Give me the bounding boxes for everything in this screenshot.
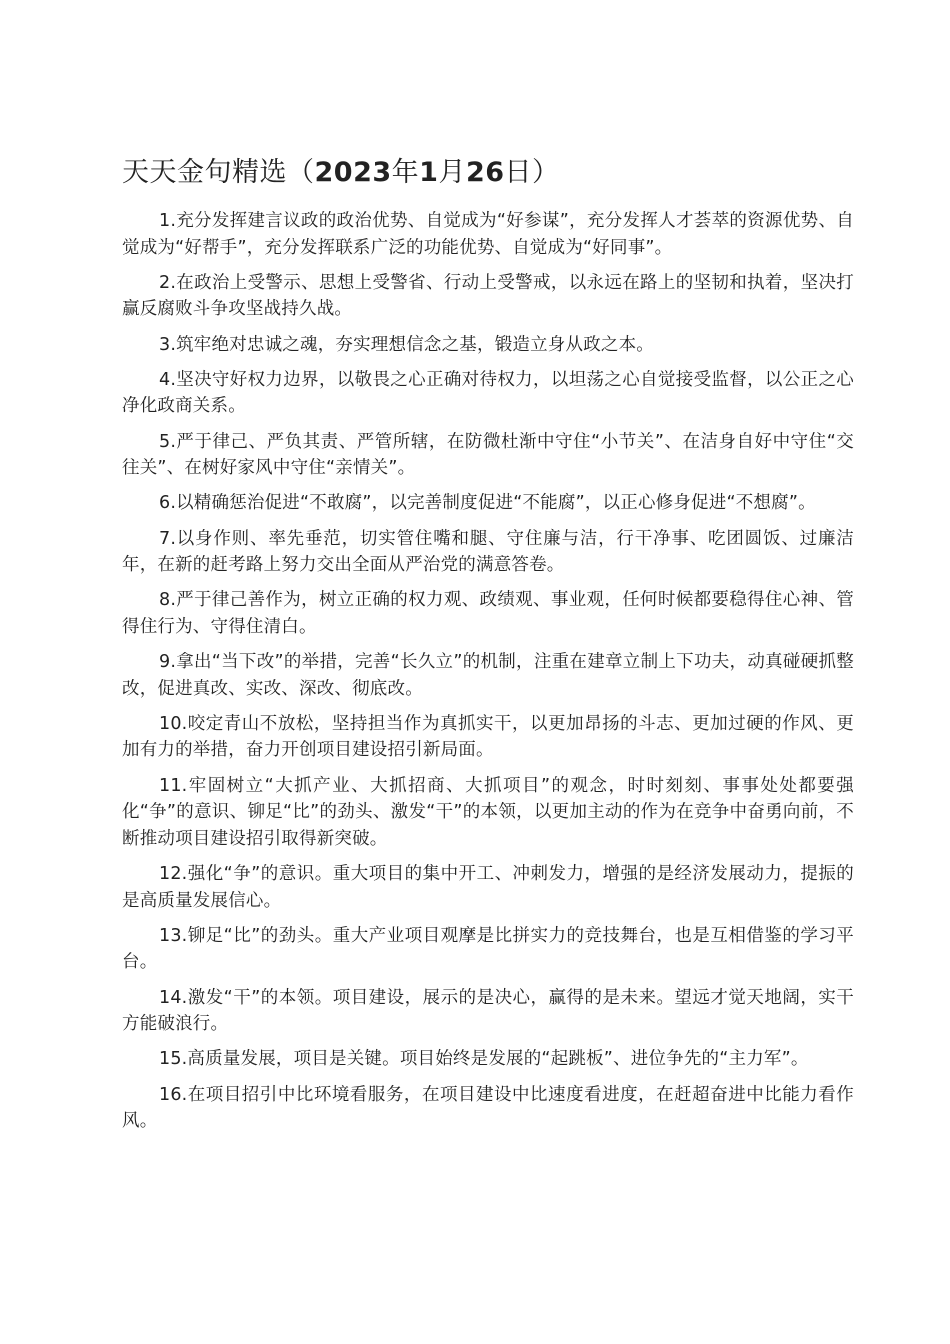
quote-paragraph-7: 7.以身作则、率先垂范，切实管住嘴和腿、守住廉与洁，行干净事、吃团圆饭、过廉洁年，在新的赶考路上努力交出全面从严治党的满意答卷。	[122, 528, 854, 576]
quote-paragraph-4: 4.坚决守好权力边界，以敬畏之心正确对待权力，以坦荡之心自觉接受监督，以公正之心净化政商关系。	[122, 369, 854, 417]
quote-paragraph-3: 3.筑牢绝对忠诚之魂，夯实理想信念之基，锻造立身从政之本。	[159, 334, 654, 355]
page-title	[122, 150, 854, 196]
title-year-unit: 年	[391, 157, 420, 188]
document-page	[122, 150, 854, 1143]
quote-paragraph-11: 11.牢固树立“大抓产业、大抓招商、大抓项目”的观念，时时刻刻、事事处处都要强化“争”的意识、铆足“比”的劲头、激发“干”的本领，以更加主动的作为在竞争中奋勇向前，不断推动项目建设招引取得新突破。	[122, 775, 854, 849]
quote-paragraph-8: 8.严于律己善作为，树立正确的权力观、政绩观、事业观，任何时候都要稳得住心神、管得住行为、守得住清白。	[122, 590, 854, 637]
quote-paragraph-15: 15.高质量发展，项目是关键。项目始终是发展的“起跳板”、进位争先的“主力军”。	[159, 1049, 809, 1070]
quote-paragraph-13: 13.铆足“比”的劲头。重大产业项目观摩是比拼实力的竞技舞台，也是互相借鉴的学习平台。	[122, 925, 854, 973]
title-day: 26	[465, 157, 505, 188]
quote-paragraph-14: 14.激发“干”的本领。项目建设，展示的是决心，赢得的是未来。望远才觉天地阔，实干方能破浪行。	[122, 987, 854, 1035]
title-prefix: 天天金句精选（	[122, 157, 315, 188]
quote-paragraph-6: 6.以精确惩治促进“不敢腐”，以完善制度促进“不能腐”，以正心修身促进“不想腐”。	[159, 493, 816, 514]
title-month: 1	[419, 157, 439, 188]
title-day-unit: 日）	[504, 157, 560, 188]
quote-paragraph-10: 10.咬定青山不放松，坚持担当作为真抓实干，以更加昂扬的斗志、更加过硬的作风、更加有力的举措，奋力开创项目建设招引新局面。	[122, 713, 854, 761]
quote-paragraph-12: 12.强化“争”的意识。重大项目的集中开工、冲刺发力，增强的是经济发展动力，提振的是高质量发展信心。	[122, 864, 854, 911]
quote-paragraph-9: 9.拿出“当下改”的举措，完善“长久立”的机制，注重在建章立制上下功夫，动真碰硬抓整改，促进真改、实改、深改、彻底改。	[122, 652, 854, 699]
quote-paragraph-5: 5.严于律己、严负其责、严管所辖，在防微杜渐中守住“小节关”、在洁身自好中守住“交往关”、在树好家风中守住“亲情关”。	[122, 431, 854, 479]
title-year: 2023	[314, 157, 392, 188]
quote-paragraph-2: 2.在政治上受警示、思想上受警省、行动上受警戒，以永远在路上的坚韧和执着，坚决打赢反腐败斗争攻坚战持久战。	[122, 272, 854, 320]
quote-paragraph-16: 16.在项目招引中比环境看服务，在项目建设中比速度看进度，在赶超奋进中比能力看作风。	[122, 1084, 854, 1132]
title-month-unit: 月	[438, 157, 466, 188]
quote-paragraph-1: 1.充分发挥建言议政的政治优势、自觉成为“好参谋”，充分发挥人才荟萃的资源优势、自觉成为“好帮手”，充分发挥联系广泛的功能优势、自觉成为“好同事”。	[122, 211, 854, 258]
